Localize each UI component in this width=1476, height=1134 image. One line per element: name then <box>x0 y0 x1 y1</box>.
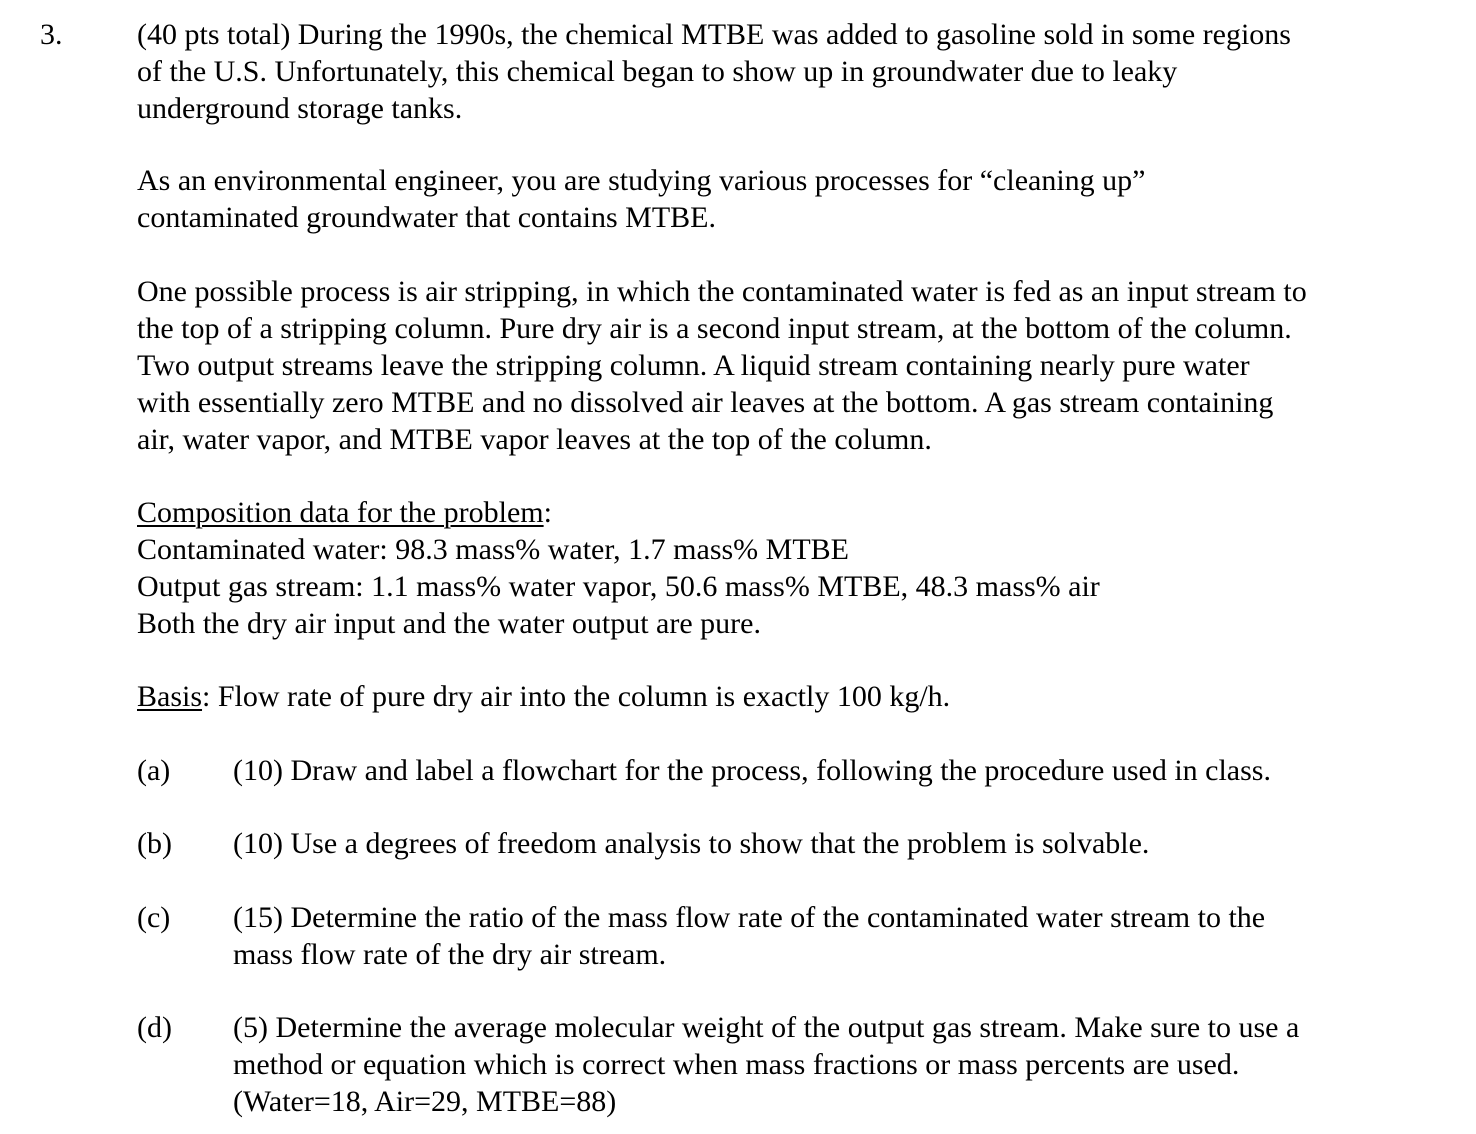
part-b-label: (b) <box>137 827 172 860</box>
part-line: (15) Determine the ratio of the mass flow rate of the contaminated water stream to the <box>233 901 1266 934</box>
intro-line: underground storage tanks. <box>137 92 463 125</box>
part-a-label: (a) <box>137 754 171 787</box>
part-line: (10) Use a degrees of freedom analysis to show that the problem is solvable. <box>233 827 1150 860</box>
part-c-text <box>233 899 1265 973</box>
basis-label: Basis <box>137 680 203 713</box>
basis-line <box>137 678 1437 715</box>
composition-heading-line <box>137 494 1437 531</box>
part-d-label: (d) <box>137 1011 172 1044</box>
process-line: with essentially zero MTBE and no dissolved air leaves at the bottom. A gas stream containing <box>137 386 1274 419</box>
composition-line: Contaminated water: 98.3 mass% water, 1.7 mass% MTBE <box>137 533 849 566</box>
process-paragraph <box>137 273 1437 458</box>
composition-heading: Composition data for the problem <box>137 496 544 529</box>
intro-line: (40 pts total) During the 1990s, the chemical MTBE was added to gasoline sold in some regions <box>137 18 1291 51</box>
process-line: the top of a stripping column. Pure dry air is a second input stream, at the bottom of the column. <box>137 312 1292 345</box>
part-line: (Water=18, Air=29, MTBE=88) <box>233 1085 617 1118</box>
part-a-text <box>233 752 1271 789</box>
context-line: contaminated groundwater that contains MTBE. <box>137 201 717 234</box>
question-number: 3. <box>40 18 63 51</box>
part-d-text <box>233 1009 1299 1120</box>
basis-section <box>137 678 1437 715</box>
part-c-label: (c) <box>137 901 171 934</box>
part-line: method or equation which is correct when mass fractions or mass percents are used. <box>233 1048 1240 1081</box>
basis-text: : Flow rate of pure dry air into the column is exactly 100 kg/h. <box>202 680 951 713</box>
part-line: (5) Determine the average molecular weight of the output gas stream. Make sure to use a <box>233 1011 1300 1044</box>
part-line: (10) Draw and label a flowchart for the process, following the procedure used in class. <box>233 754 1271 787</box>
context-line: As an environmental engineer, you are studying various processes for “cleaning up” <box>137 164 1146 197</box>
part-line: mass flow rate of the dry air stream. <box>233 938 667 971</box>
process-line: One possible process is air stripping, in which the contaminated water is fed as an input stream to <box>137 275 1307 308</box>
process-line: air, water vapor, and MTBE vapor leaves at the top of the column. <box>137 423 932 456</box>
part-b-text <box>233 825 1149 862</box>
process-line: Two output streams leave the stripping column. A liquid stream containing nearly pure water <box>137 349 1250 382</box>
composition-line: Output gas stream: 1.1 mass% water vapor, 50.6 mass% MTBE, 48.3 mass% air <box>137 570 1100 603</box>
composition-heading-colon: : <box>543 496 552 529</box>
context-paragraph <box>137 162 1437 236</box>
composition-section <box>137 494 1437 642</box>
intro-paragraph <box>137 16 1437 127</box>
intro-line: of the U.S. Unfortunately, this chemical began to show up in groundwater due to leaky <box>137 55 1178 88</box>
composition-line: Both the dry air input and the water output are pure. <box>137 607 761 640</box>
